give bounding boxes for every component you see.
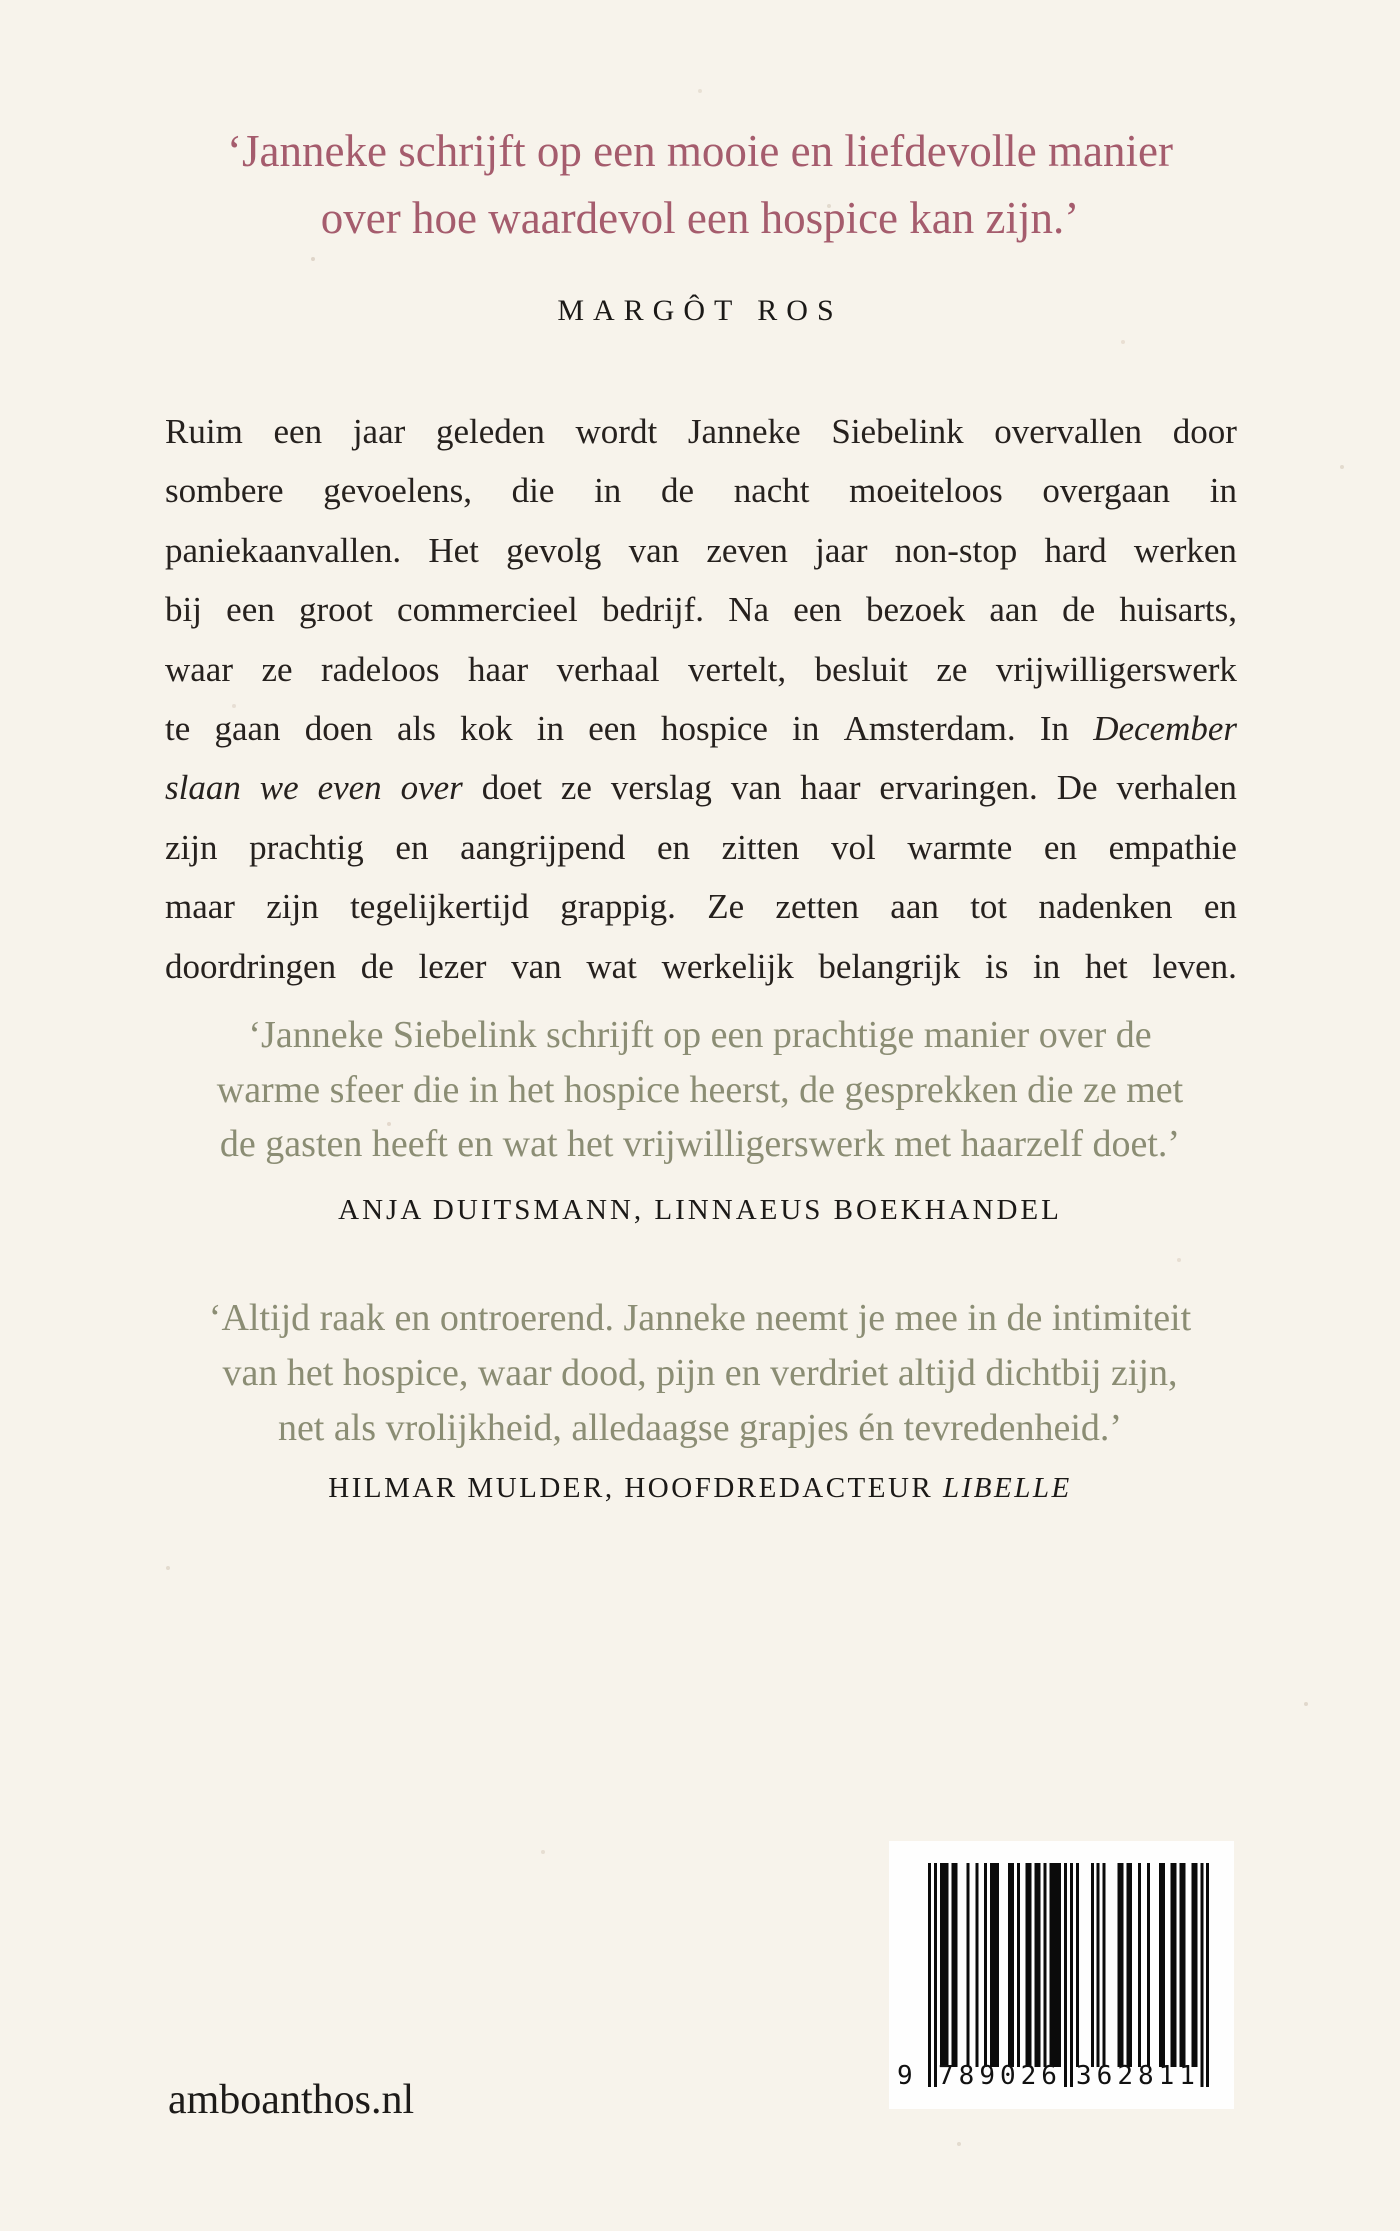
synopsis-word: van	[628, 530, 680, 570]
synopsis-word: aan	[890, 887, 939, 927]
synopsis-word: en	[1043, 827, 1077, 867]
synopsis-word: en	[395, 827, 429, 867]
synopsis-word: Het	[428, 530, 479, 570]
synopsis-word: In	[1039, 708, 1069, 748]
synopsis-word: gaan	[214, 708, 281, 748]
synopsis-word: hard	[1044, 530, 1107, 570]
attribution-margot-ros: MARGÔT ROS	[557, 294, 843, 327]
synopsis-word: hospice	[661, 708, 768, 748]
synopsis-word: ze	[560, 768, 592, 808]
synopsis-word: Amsterdam.	[843, 708, 1016, 748]
synopsis-line	[165, 412, 1237, 471]
quote-line: ‘Janneke schrijft op een mooie en liefdevolle manier	[227, 126, 1173, 176]
synopsis-word: zitten	[721, 827, 800, 867]
attribution-anja-duitsmann: ANJA DUITSMANN, LINNAEUS BOEKHANDEL	[338, 1194, 1062, 1226]
synopsis-word: is	[985, 946, 1009, 986]
synopsis-word: De	[1056, 768, 1098, 808]
synopsis-word: gevolg	[506, 530, 602, 570]
synopsis-word: warmte	[907, 827, 1013, 867]
paper-speckles	[0, 0, 2, 2]
synopsis-word: lezer	[418, 946, 487, 986]
synopsis-word: doet	[481, 768, 542, 808]
quote-line: ‘Altijd raak en ontroerend. Janneke neemt je mee in de intimiteit	[208, 1297, 1192, 1339]
synopsis-word: groot	[298, 590, 373, 630]
synopsis-word: waar	[165, 649, 234, 689]
attribution-segment: LIBELLE	[943, 1472, 1072, 1504]
synopsis-word: verhalen	[1116, 768, 1237, 808]
synopsis-word: wat	[586, 946, 637, 986]
bottom-quote	[0, 1291, 1400, 1456]
synopsis-word: die	[511, 471, 555, 511]
synopsis-word: grappig.	[560, 887, 676, 927]
barcode-bars	[928, 1863, 1210, 2092]
synopsis-word: slaan	[165, 768, 241, 808]
synopsis-word: ze	[261, 649, 293, 689]
synopsis-word: doordringen	[165, 946, 337, 986]
synopsis-word: leven.	[1152, 946, 1237, 986]
synopsis-word: bezoek	[866, 590, 966, 630]
synopsis-word: door	[1172, 412, 1237, 451]
synopsis-word: kok	[460, 708, 513, 748]
synopsis-line	[165, 650, 1237, 709]
synopsis-word: wordt	[575, 412, 658, 451]
synopsis-word: werken	[1133, 530, 1237, 570]
synopsis-word: zetten	[775, 887, 859, 927]
synopsis-word: gevoelens,	[323, 471, 472, 511]
synopsis-word: in	[536, 708, 565, 748]
synopsis-word: zijn	[266, 887, 319, 927]
synopsis-word: even	[317, 768, 382, 808]
quote-line: ‘Janneke Siebelink schrijft op een prachtige manier over de	[248, 1014, 1152, 1056]
synopsis-word: als	[397, 708, 436, 748]
synopsis-word: in	[1033, 946, 1061, 986]
synopsis-word: verslag	[610, 768, 712, 808]
quote-line: net als vrolijkheid, alledaagse grapjes én tevredenheid.’	[277, 1407, 1123, 1449]
barcode-box	[889, 1841, 1234, 2109]
synopsis-word: prachtig	[249, 827, 364, 867]
top-quote	[0, 118, 1400, 252]
synopsis-word: van	[730, 768, 782, 808]
synopsis-word: in	[1209, 471, 1237, 511]
synopsis-word: empathie	[1108, 827, 1237, 867]
synopsis-word: huisarts,	[1119, 590, 1237, 630]
synopsis-word: maar	[165, 887, 235, 927]
synopsis-word: aangrijpend	[460, 827, 626, 867]
synopsis-word: de	[660, 471, 695, 511]
synopsis-word: een	[273, 412, 323, 451]
quote-line: de gasten heeft en wat het vrijwilligerswerk met haarzelf doet.’	[219, 1123, 1181, 1165]
barcode-digit-prefix: 9	[897, 2061, 913, 2091]
synopsis-line	[165, 590, 1237, 649]
synopsis-line	[165, 887, 1237, 946]
synopsis-word: vol	[830, 827, 876, 867]
quote-line: over hoe waardevol een hospice kan zijn.’	[320, 193, 1080, 243]
synopsis-word: een	[793, 590, 842, 630]
synopsis-word: radeloos	[320, 649, 440, 689]
synopsis-word: Ze	[707, 887, 745, 927]
synopsis-word: de	[360, 946, 394, 986]
synopsis-word: nadenken	[1038, 887, 1173, 927]
synopsis-word: besluit	[814, 649, 908, 689]
synopsis-word: van	[511, 946, 562, 986]
synopsis-word: de	[1062, 590, 1096, 630]
synopsis-word: vertelt,	[688, 649, 787, 689]
synopsis-word: aan	[989, 590, 1038, 630]
synopsis-word: tegelijkertijd	[350, 887, 529, 927]
synopsis-word: en	[1203, 887, 1237, 927]
synopsis-word: we	[259, 768, 299, 808]
publisher-website-text: amboanthos.nl	[168, 2077, 415, 2123]
synopsis-word: zeven	[706, 530, 788, 570]
synopsis-word: het	[1084, 946, 1128, 986]
attribution-hilmar-mulder	[0, 1472, 1400, 1505]
quote-line: van het hospice, waar dood, pijn en verdriet altijd dichtbij zijn,	[222, 1352, 1178, 1394]
synopsis-line	[165, 471, 1237, 530]
synopsis-word: een	[226, 590, 275, 630]
synopsis-word: sombere	[165, 471, 284, 511]
synopsis-word: jaar	[352, 412, 406, 451]
synopsis-word: doen	[304, 708, 373, 748]
synopsis-word: Siebelink	[831, 412, 964, 451]
barcode-digits-group1: 789026	[938, 2061, 1062, 2091]
synopsis-word: verhaal	[556, 649, 660, 689]
synopsis-word: tot	[970, 887, 1008, 927]
synopsis-word: een	[588, 708, 637, 748]
synopsis-word: te	[165, 708, 191, 748]
synopsis-word: bedrijf.	[601, 590, 705, 630]
synopsis-word: jaar	[815, 530, 868, 570]
synopsis-line	[165, 531, 1237, 590]
synopsis-word: non-stop	[894, 530, 1018, 570]
synopsis-word: zijn	[165, 827, 218, 867]
synopsis-word: en	[656, 827, 690, 867]
synopsis-word: ze	[936, 649, 968, 689]
synopsis-word: paniekaanvallen.	[165, 530, 402, 570]
quote-line: warme sfeer die in het hospice heerst, de gesprekken die ze met	[216, 1068, 1184, 1111]
synopsis-word: over	[400, 768, 463, 808]
synopsis-word: commercieel	[397, 590, 578, 630]
synopsis-word: bij	[165, 590, 202, 630]
synopsis-word: Ruim	[165, 412, 243, 451]
synopsis-word: in	[792, 708, 820, 748]
synopsis-paragraph	[165, 412, 1237, 1006]
synopsis-word: werkelijk	[661, 946, 794, 986]
synopsis-word: overvallen	[994, 412, 1143, 451]
synopsis-word: moeiteloos	[849, 471, 1003, 511]
synopsis-word: belangrijk	[818, 946, 961, 986]
synopsis-word: December	[1093, 708, 1237, 748]
synopsis-word: Na	[728, 590, 770, 630]
synopsis-word: nacht	[733, 471, 810, 511]
synopsis-word: Janneke	[687, 412, 801, 451]
synopsis-word: vrijwilligerswerk	[995, 649, 1237, 689]
synopsis-line	[165, 828, 1237, 887]
synopsis-word: overgaan	[1042, 471, 1171, 511]
synopsis-word: ervaringen.	[879, 768, 1038, 808]
attribution-segment: HILMAR MULDER, HOOFDREDACTEUR	[328, 1472, 944, 1504]
synopsis-word: in	[594, 471, 622, 511]
synopsis-word: haar	[467, 649, 529, 689]
synopsis-line	[165, 768, 1237, 827]
synopsis-word: haar	[800, 768, 861, 808]
synopsis-line	[165, 947, 1237, 1006]
mid-quote	[0, 1008, 1400, 1172]
synopsis-word: geleden	[435, 412, 545, 451]
barcode-digits-group2: 362811	[1076, 2061, 1200, 2091]
synopsis-line	[165, 709, 1237, 768]
